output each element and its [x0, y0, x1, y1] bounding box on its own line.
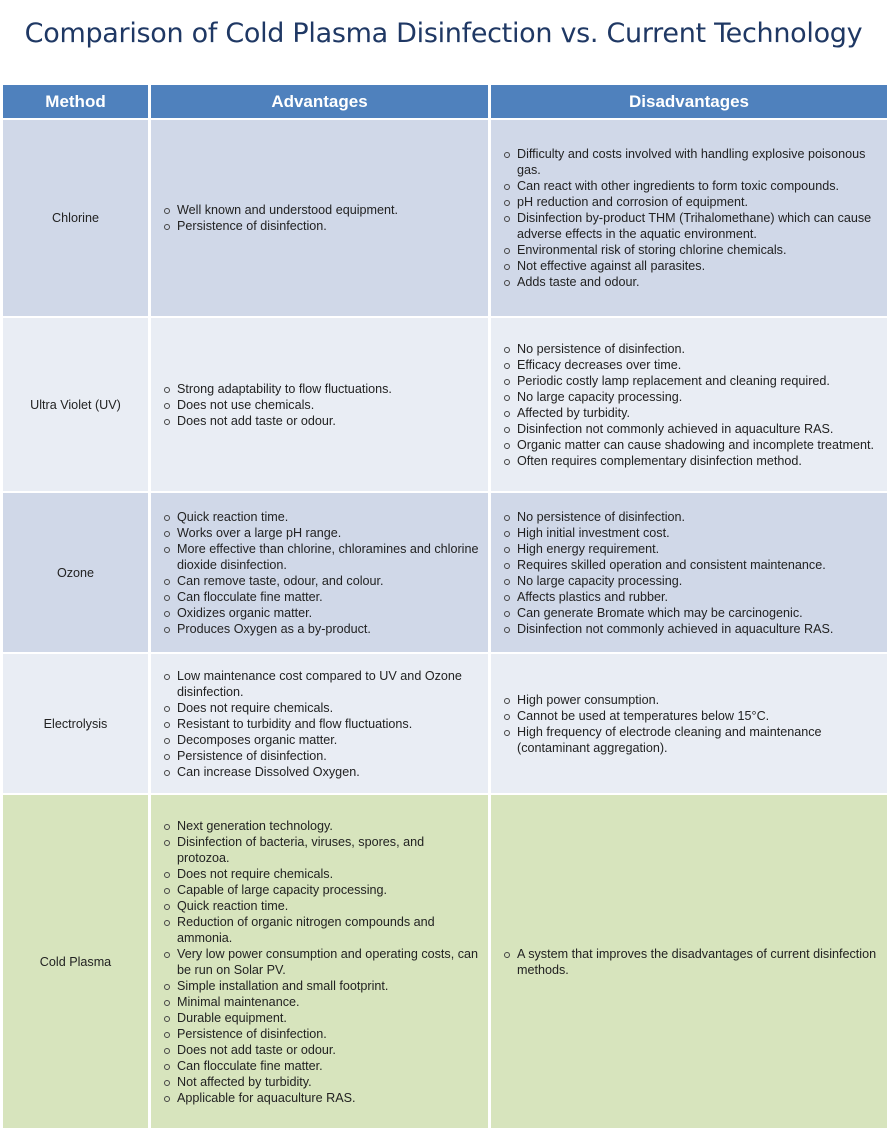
disadvantages-list [491, 692, 887, 756]
list-item: Quick reaction time. [177, 509, 480, 525]
list-item: Quick reaction time. [177, 898, 480, 914]
list-item: Works over a large pH range. [177, 525, 480, 541]
list-item: Simple installation and small footprint. [177, 978, 480, 994]
list-item: High initial investment cost. [517, 525, 879, 541]
table-row-cold-plasma [3, 795, 887, 1128]
list-item: Low maintenance cost compared to UV and Ozone disinfection. [177, 668, 480, 700]
list-item: More effective than chlorine, chloramines and chlorine dioxide disinfection. [177, 541, 479, 572]
table-row-chlorine [3, 120, 887, 316]
list-item: Does not require chemicals. [177, 700, 480, 716]
table-row-ozone [3, 493, 887, 652]
list-item: Reduction of organic nitrogen compounds and ammonia. [177, 914, 480, 946]
advantages-cell [151, 795, 488, 1128]
list-item: Strong adaptability to flow fluctuations. [177, 381, 480, 397]
list-item: No large capacity processing. [517, 389, 879, 405]
disadvantages-cell [491, 654, 887, 793]
disadvantages-cell [491, 120, 887, 316]
advantages-list [151, 668, 488, 780]
list-item: Not effective against all parasites. [517, 258, 879, 274]
list-item: No persistence of disinfection. [517, 509, 879, 525]
advantages-cell [151, 120, 488, 316]
list-item: Does not add taste or odour. [177, 1042, 480, 1058]
method-cell: Ultra Violet (UV) [3, 318, 148, 491]
list-item: Adds taste and odour. [517, 274, 879, 290]
header-row [3, 85, 887, 118]
list-item: Next generation technology. [177, 818, 480, 834]
method-cell: Electrolysis [3, 654, 148, 793]
disadvantages-list [491, 946, 887, 978]
list-item: pH reduction and corrosion of equipment. [517, 194, 879, 210]
disadvantages-cell [491, 493, 887, 652]
disadvantages-cell [491, 795, 887, 1128]
advantages-list [151, 381, 488, 429]
list-item: Environmental risk of storing chlorine chemicals. [517, 242, 879, 258]
header-method: Method [3, 85, 148, 118]
advantages-cell [151, 318, 488, 491]
list-item: Does not require chemicals. [177, 866, 480, 882]
method-cell: Ozone [3, 493, 148, 652]
list-item: Resistant to turbidity and flow fluctuations. [177, 716, 480, 732]
disadvantages-list [491, 146, 887, 290]
list-item: Disinfection not commonly achieved in aquaculture RAS. [517, 621, 879, 637]
list-item: A system that improves the disadvantages of current disinfection methods. [517, 946, 879, 978]
list-item: Durable equipment. [177, 1010, 480, 1026]
list-item: High frequency of electrode cleaning and maintenance (contaminant aggregation). [517, 724, 879, 756]
disadvantages-list [491, 509, 887, 637]
list-item: Very low power consumption and operating costs, can be run on Solar PV. [177, 946, 479, 977]
list-item: Not affected by turbidity. [177, 1074, 480, 1090]
list-item: Difficulty and costs involved with handling explosive poisonous gas. [517, 146, 879, 178]
comparison-table [0, 83, 887, 1130]
list-item: Requires skilled operation and consistent maintenance. [517, 557, 879, 573]
header-disadvantages: Disadvantages [491, 85, 887, 118]
list-item: High energy requirement. [517, 541, 879, 557]
list-item: Does not add taste or odour. [177, 413, 480, 429]
list-item: Minimal maintenance. [177, 994, 480, 1010]
advantages-list [151, 818, 488, 1106]
list-item: Persistence of disinfection. [177, 1026, 480, 1042]
advantages-list [151, 202, 488, 234]
list-item: Disinfection by-product THM (Trihalomethane) which can cause adverse effects in the aquatic environment. [517, 210, 879, 242]
list-item: Disinfection of bacteria, viruses, spores, and protozoa. [177, 834, 480, 866]
list-item: Cannot be used at temperatures below 15°C. [517, 708, 879, 724]
table-row-electrolysis [3, 654, 887, 793]
list-item: No large capacity processing. [517, 573, 879, 589]
list-item: Disinfection not commonly achieved in aquaculture RAS. [517, 421, 879, 437]
list-item: Periodic costly lamp replacement and cleaning required. [517, 373, 879, 389]
list-item: Can generate Bromate which may be carcinogenic. [517, 605, 879, 621]
list-item: Decomposes organic matter. [177, 732, 480, 748]
page-title: Comparison of Cold Plasma Disinfection vs. Current Technology [24, 18, 863, 49]
list-item: Produces Oxygen as a by-product. [177, 621, 480, 637]
list-item: Can flocculate fine matter. [177, 1058, 480, 1074]
list-item: No persistence of disinfection. [517, 341, 879, 357]
list-item: Can flocculate fine matter. [177, 589, 480, 605]
header-advantages: Advantages [151, 85, 488, 118]
list-item: Affected by turbidity. [517, 405, 879, 421]
method-cell: Chlorine [3, 120, 148, 316]
list-item: Can remove taste, odour, and colour. [177, 573, 480, 589]
list-item: Persistence of disinfection. [177, 748, 480, 764]
list-item: Efficacy decreases over time. [517, 357, 879, 373]
disadvantages-list [491, 341, 887, 469]
list-item: Affects plastics and rubber. [517, 589, 879, 605]
list-item: Does not use chemicals. [177, 397, 480, 413]
advantages-cell [151, 654, 488, 793]
advantages-cell [151, 493, 488, 652]
list-item: Can react with other ingredients to form toxic compounds. [517, 178, 879, 194]
list-item: Applicable for aquaculture RAS. [177, 1090, 480, 1106]
list-item: Well known and understood equipment. [177, 202, 480, 218]
list-item: Can increase Dissolved Oxygen. [177, 764, 480, 780]
table-row-uv [3, 318, 887, 491]
disadvantages-cell [491, 318, 887, 491]
list-item: Often requires complementary disinfection method. [517, 453, 879, 469]
method-cell: Cold Plasma [3, 795, 148, 1128]
list-item: Organic matter can cause shadowing and incomplete treatment. [517, 437, 879, 453]
advantages-list [151, 509, 488, 637]
list-item: High power consumption. [517, 692, 879, 708]
list-item: Oxidizes organic matter. [177, 605, 480, 621]
list-item: Persistence of disinfection. [177, 218, 480, 234]
list-item: Capable of large capacity processing. [177, 882, 480, 898]
